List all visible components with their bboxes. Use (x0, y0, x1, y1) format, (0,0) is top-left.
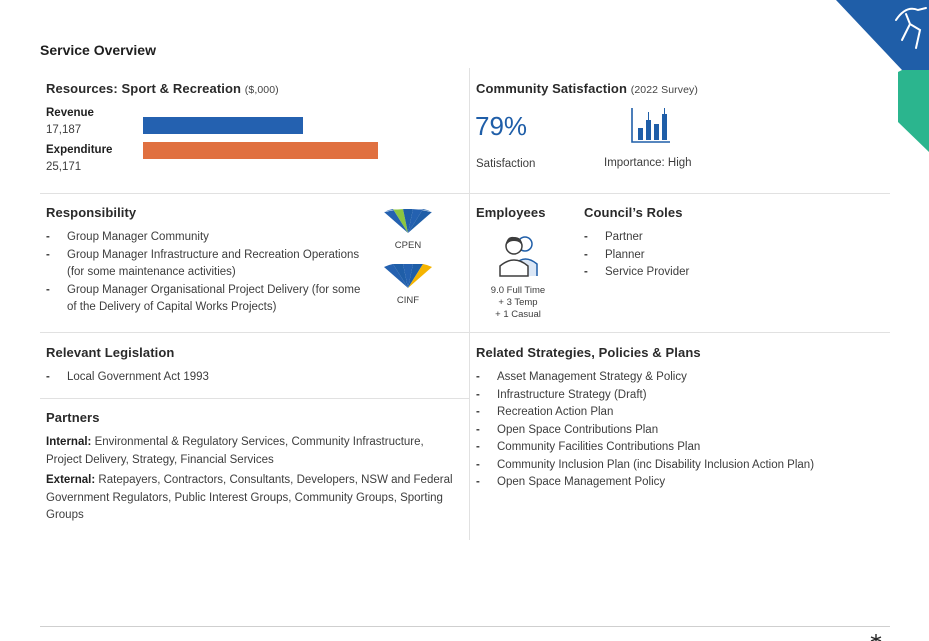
strategies-list (476, 369, 886, 492)
legislation-list (46, 369, 446, 387)
list-item: - Community Facilities Contributions Plan (476, 439, 886, 457)
partners-title: Partners (46, 410, 100, 425)
satisfaction-percent: 79% (475, 111, 528, 141)
divider (40, 193, 890, 194)
list-item: - Open Space Management Policy (476, 474, 886, 492)
asterisk-icon (869, 633, 883, 641)
list-item: - Planner (584, 247, 824, 265)
partners-external (46, 472, 458, 525)
divider (40, 332, 890, 333)
responsibility-title: Responsibility (46, 205, 137, 220)
list-item: - Community Inclusion Plan (inc Disability Inclusion Action Plan) (476, 457, 886, 475)
list-item: - Asset Management Strategy & Policy (476, 369, 886, 387)
divider (469, 68, 470, 540)
cinf-badge-label: CINF (396, 295, 420, 306)
list-item: - Local Government Act 1993 (46, 369, 446, 387)
list-item: - Open Space Contributions Plan (476, 422, 886, 440)
cinf-badge-icon (384, 264, 432, 290)
importance-label: Importance: High (604, 157, 692, 169)
partners-internal (46, 434, 456, 469)
people-icon (497, 232, 545, 278)
revenue-label: Revenue (46, 107, 94, 119)
corner-decoration-icon (836, 0, 929, 152)
list-item: - Group Manager Infrastructure and Recreation Operations (for some maintenance activities) (46, 247, 364, 282)
divider (40, 398, 469, 399)
partners-external-text: Ratepayers, Contractors, Consultants, Developers, NSW and Federal Government Regulators, Public Interest Groups, Community Groups, Sporting Groups (46, 474, 453, 521)
partners-external-label: External: (46, 474, 96, 486)
satisfaction-survey: (2022 Survey) (630, 84, 698, 96)
cpen-badge-icon (384, 209, 432, 235)
resources-title-text: Resources: Sport & Recreation (46, 81, 242, 96)
satisfaction-title-text: Community Satisfaction (476, 81, 627, 96)
legislation-title: Relevant Legislation (46, 345, 175, 360)
list-item: - Infrastructure Strategy (Draft) (476, 387, 886, 405)
revenue-bar (143, 117, 303, 134)
list-item: - Group Manager Community (46, 229, 364, 247)
employees-temp: + 3 Temp (498, 297, 538, 308)
roles-list (584, 229, 824, 282)
bar-chart-icon (630, 106, 672, 144)
footer-divider (40, 626, 890, 627)
expenditure-label: Expenditure (46, 144, 113, 156)
list-item: - Group Manager Organisational Project Delivery (for some of the Delivery of Capital Works Projects) (46, 282, 364, 317)
resources-unit: ($,000) (244, 84, 279, 96)
satisfaction-title (476, 81, 698, 96)
responsibility-list (46, 229, 364, 317)
partners-internal-label: Internal: (46, 436, 92, 448)
strategies-title: Related Strategies, Policies & Plans (476, 345, 701, 360)
list-item: - Recreation Action Plan (476, 404, 886, 422)
list-item: - Service Provider (584, 264, 824, 282)
expenditure-value: 25,171 (46, 161, 82, 173)
satisfaction-label: Satisfaction (476, 158, 536, 170)
employees-full-time: 9.0 Full Time (490, 285, 546, 296)
roles-title: Council’s Roles (584, 205, 683, 220)
resources-title (46, 81, 279, 96)
page-title: Service Overview (40, 42, 156, 58)
expenditure-bar (143, 142, 378, 159)
cpen-badge-label: CPEN (394, 240, 422, 251)
employees-casual: + 1 Casual (495, 309, 541, 320)
list-item: - Partner (584, 229, 824, 247)
revenue-value: 17,187 (46, 124, 82, 136)
employees-title: Employees (476, 205, 546, 220)
partners-internal-text: Environmental & Regulatory Services, Community Infrastructure, Project Delivery, Strategy, Financial Services (46, 436, 424, 466)
